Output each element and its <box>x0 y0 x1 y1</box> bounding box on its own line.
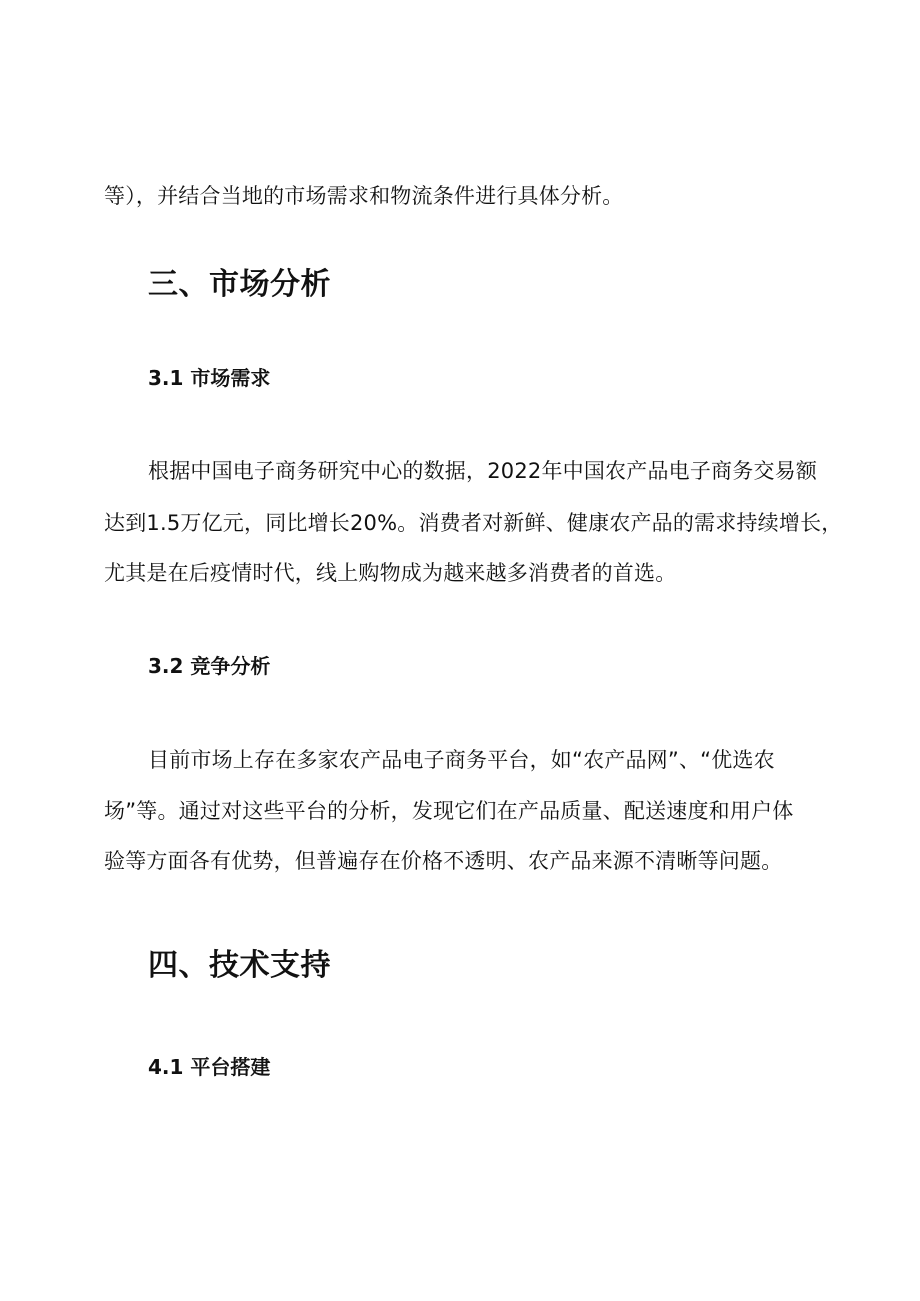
subsection-heading-market-demand: 3.1 市场需求 <box>148 366 271 390</box>
continuation-paragraph-line: 等），并结合当地的市场需求和物流条件进行具体分析。 <box>104 184 624 208</box>
paragraph-line-market-demand-1: 根据中国电子商务研究中心的数据，2022年中国农产品电子商务交易额 <box>148 459 818 483</box>
subsection-heading-competition-analysis: 3.2 竞争分析 <box>148 654 271 678</box>
section-heading-technical-support: 四、技术支持 <box>148 948 331 983</box>
section-heading-market-analysis: 三、市场分析 <box>148 267 331 302</box>
subsection-heading-platform-building: 4.1 平台搭建 <box>148 1055 271 1079</box>
paragraph-line-competition-3: 验等方面各有优势，但普遍存在价格不透明、农产品来源不清晰等问题。 <box>104 849 783 873</box>
paragraph-line-competition-2: 场”等。通过对这些平台的分析，发现它们在产品质量、配送速度和用户体 <box>104 799 794 823</box>
paragraph-line-competition-1: 目前市场上存在多家农产品电子商务平台，如“农产品网”、“优选农 <box>148 748 775 772</box>
paragraph-line-market-demand-3: 尤其是在后疫情时代，线上购物成为越来越多消费者的首选。 <box>104 561 677 585</box>
paragraph-line-market-demand-2: 达到1.5万亿元，同比增长20%。消费者对新鲜、健康农产品的需求持续增长， <box>104 511 843 535</box>
